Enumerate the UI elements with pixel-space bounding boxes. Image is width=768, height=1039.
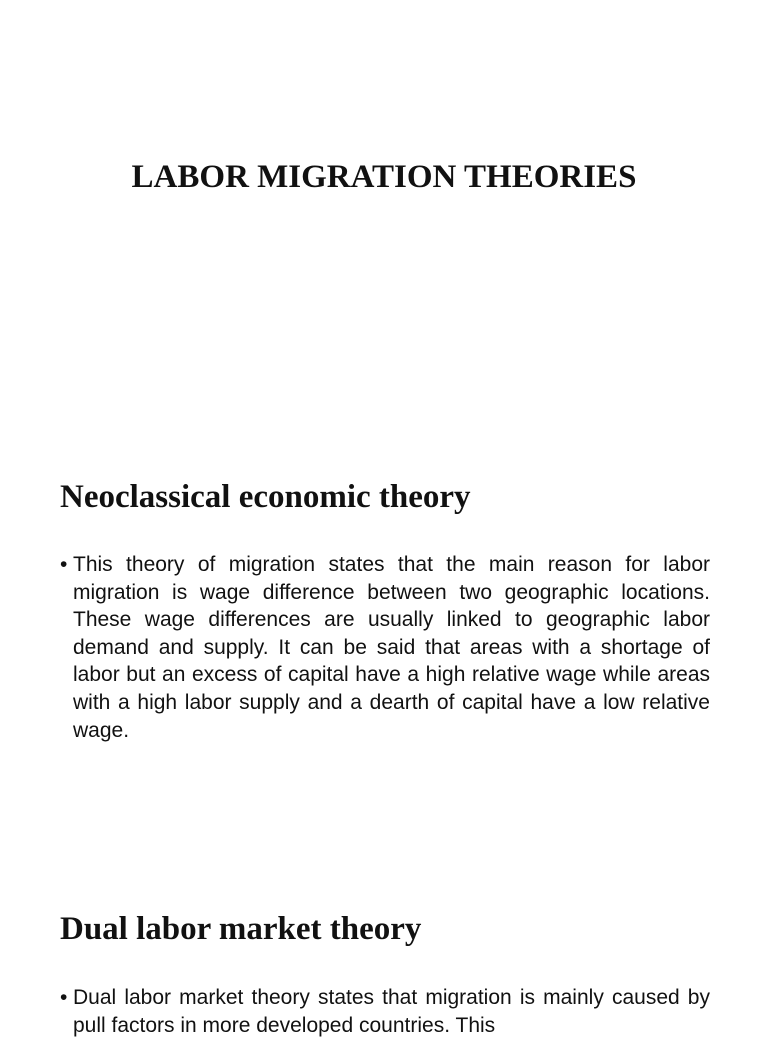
bullet-text: Dual labor market theory states that migration is mainly caused by pull factors in more developed countries. This — [73, 986, 710, 1037]
section-heading-neoclassical: Neoclassical economic theory — [60, 479, 471, 515]
section-heading-dual-labor: Dual labor market theory — [60, 911, 422, 947]
bullet-text: This theory of migration states that the main reason for labor migration is wage difference between two geographic locations. These wage differences are usually linked to geographic labor demand and supply. It can be said that areas with a shortage of labor but an excess of capital have a high relative wage while areas with a high labor supply and a dearth of capital have a low relative wage. — [73, 553, 710, 742]
bullet-paragraph-neoclassical — [60, 551, 710, 744]
page-title: LABOR MIGRATION THEORIES — [131, 159, 637, 195]
bullet-icon: • — [60, 553, 68, 576]
bullet-icon: • — [60, 986, 68, 1009]
bullet-paragraph-dual-labor — [60, 984, 710, 1039]
